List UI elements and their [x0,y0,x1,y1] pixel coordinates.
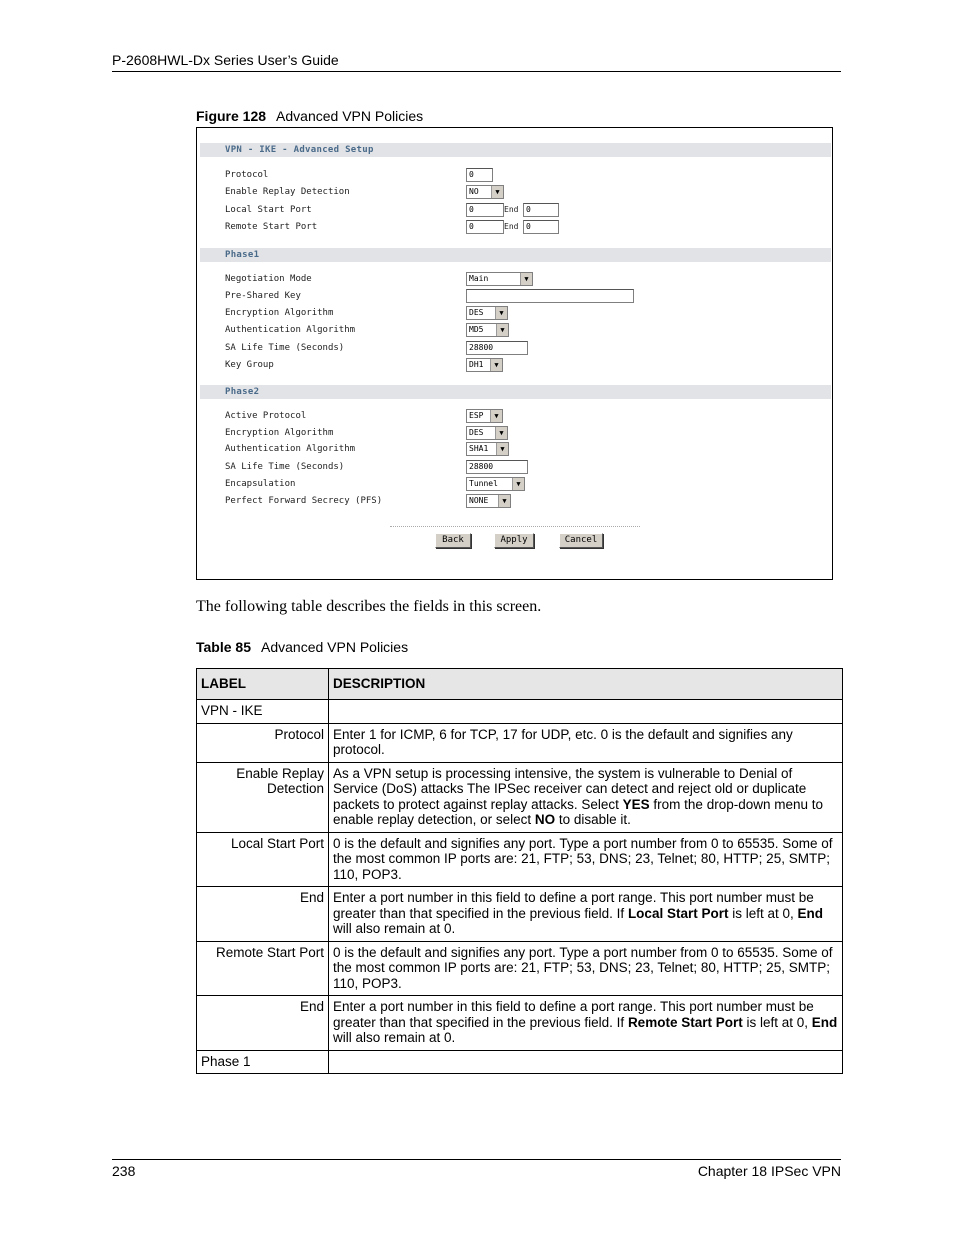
p2-sa-life-input[interactable]: 28800 [466,460,528,474]
chevron-down-icon: ▼ [496,443,508,455]
figure-title: Advanced VPN Policies [276,108,424,124]
remote-start-label: Remote Start Port [225,222,318,232]
table-row [197,762,843,832]
row-psk [197,289,827,305]
row-description: 0 is the default and signifies any port. Type a port number from 0 to 65535. Some of the most common IP ports are: 21, FTP; 53, DNS; 23, Telnet; 80, HTTP; 25, SMTP; 110, POP3. [329,941,843,996]
section-header-phase1: Phase1 [200,248,831,262]
row-label: Phase 1 [197,1050,329,1074]
row-p2-sa-life [197,460,827,476]
row-protocol [197,168,827,184]
table-row [197,723,843,762]
intro-paragraph: The following table describes the fields in this screen. [196,598,542,615]
row-label: End [197,996,329,1051]
row-label: Protocol [197,723,329,762]
figure-number: Figure 128 [196,108,267,124]
row-description [329,1050,843,1074]
table-row [197,700,843,724]
row-p2-auth [197,442,827,458]
key-group-label: Key Group [225,360,274,370]
table-row [197,887,843,942]
desc-bold: NO [534,812,556,827]
desc-bold: Local Start Port [627,905,729,921]
screenshot-figure [196,127,833,580]
row-remote-start [197,220,827,236]
encapsulation-value: Tunnel [469,479,498,488]
label-column-header: LABEL [197,669,329,700]
chevron-down-icon: ▼ [496,324,508,336]
remote-end-input[interactable]: 0 [523,220,559,234]
desc-text: will also remain at 0. [333,1030,456,1045]
p2-sa-life-label: SA Life Time (Seconds) [225,462,345,472]
apply-button[interactable]: Apply [494,533,534,548]
chevron-down-icon: ▼ [490,410,502,422]
description-table [196,668,843,1074]
desc-text: will also remain at 0. [333,921,456,936]
pfs-value: NONE [469,496,489,505]
row-label: Local Start Port [197,832,329,887]
header-rule [112,71,841,72]
section-header-phase2: Phase2 [200,385,831,399]
negotiation-label: Negotiation Mode [225,274,312,284]
table-row [197,832,843,887]
chevron-down-icon: ▼ [520,273,532,285]
row-description [329,996,843,1051]
table-row [197,941,843,996]
table-header-row [197,669,843,700]
chevron-down-icon: ▼ [495,307,507,319]
p1-sa-life-label: SA Life Time (Seconds) [225,343,345,353]
desc-text: Enter a port number in this field to define a port range. This port number must be greater than that specified in the previous field. If [333,890,814,921]
remote-start-input[interactable]: 0 [466,220,504,234]
row-key-group [197,358,827,374]
desc-text: to disable it. [555,812,631,827]
button-divider [390,526,640,527]
active-protocol-select[interactable] [466,409,503,423]
row-negotiation [197,272,827,288]
row-active-protocol [197,409,827,425]
pfs-label: Perfect Forward Secrecy (PFS) [225,496,383,506]
p1-auth-value: MD5 [469,325,484,334]
key-group-select[interactable] [466,358,503,372]
remote-end-label: End [504,222,519,231]
encapsulation-label: Encapsulation [225,479,296,489]
p1-sa-life-input[interactable]: 28800 [466,341,528,355]
local-start-label: Local Start Port [225,205,312,215]
p2-auth-value: SHA1 [469,444,489,453]
desc-bold: YES [622,796,650,812]
table-row [197,1050,843,1074]
chapter-title: Chapter 18 IPSec VPN [697,1163,841,1179]
key-group-value: DH1 [469,360,484,369]
cancel-button[interactable]: Cancel [559,533,603,548]
p1-auth-select[interactable] [466,323,509,337]
p2-encryption-select[interactable] [466,426,508,440]
psk-input[interactable] [466,289,634,303]
row-p1-encryption [197,306,827,322]
protocol-label: Protocol [225,170,269,180]
desc-text: As a VPN setup is processing intensive, the system is vulnerable to Denial of Service (DoS) attacks The IPSec receiver can detect and reject old or duplicate packets to protect against replay attacks. Select [333,765,807,812]
table-number: Table 85 [196,639,251,655]
local-end-input[interactable]: 0 [523,203,559,217]
encapsulation-select[interactable] [466,477,525,491]
row-description [329,887,843,942]
row-label: End [197,887,329,942]
negotiation-value: Main [469,274,489,283]
row-label: Remote Start Port [197,941,329,996]
chevron-down-icon: ▼ [490,359,502,371]
row-description [329,700,843,724]
psk-label: Pre-Shared Key [225,291,301,301]
p2-auth-label: Authentication Algorithm [225,444,356,454]
table-caption [196,639,408,655]
replay-select[interactable] [466,185,504,199]
p2-auth-select[interactable] [466,442,509,456]
chevron-down-icon: ▼ [495,427,507,439]
row-p2-encryption [197,426,827,442]
p1-encryption-value: DES [469,308,484,317]
desc-bold: Remote Start Port [627,1014,743,1030]
chevron-down-icon: ▼ [491,186,503,198]
row-replay [197,185,827,201]
p2-encryption-label: Encryption Algorithm [225,428,334,438]
row-pfs [197,494,827,510]
back-button[interactable]: Back [435,533,471,548]
footer-rule [112,1159,841,1160]
desc-text: Enter a port number in this field to define a port range. This port number must be greater than that specified in the previous field. If [333,999,814,1030]
row-description: Enter 1 for ICMP, 6 for TCP, 17 for UDP, etc. 0 is the default and signifies any protocol. [329,723,843,762]
row-p1-auth [197,323,827,339]
desc-text: is left at 0, [742,1014,812,1030]
desc-bold: End [797,905,823,921]
replay-label: Enable Replay Detection [225,187,350,197]
desc-text: is left at 0, [728,905,798,921]
table-row [197,996,843,1051]
page-number: 238 [112,1163,136,1179]
row-encapsulation [197,477,827,493]
active-protocol-label: Active Protocol [225,411,307,421]
row-label: Enable Replay Detection [197,762,329,832]
row-p1-sa-life [197,341,827,357]
protocol-input[interactable]: 0 [466,168,493,182]
p1-auth-label: Authentication Algorithm [225,325,356,335]
section-header-ike: VPN - IKE - Advanced Setup [200,143,831,157]
active-protocol-value: ESP [469,411,484,420]
p2-encryption-value: DES [469,428,484,437]
p1-encryption-select[interactable] [466,306,508,320]
chevron-down-icon: ▼ [498,495,510,507]
replay-value: NO [469,187,479,196]
description-column-header: DESCRIPTION [329,669,843,700]
table-title: Advanced VPN Policies [261,639,409,655]
p1-encryption-label: Encryption Algorithm [225,308,334,318]
local-start-input[interactable]: 0 [466,203,504,217]
running-header: P-2608HWL-Dx Series User’s Guide [112,52,339,68]
figure-caption [196,108,423,124]
chevron-down-icon: ▼ [512,478,524,490]
pfs-select[interactable] [466,494,511,508]
local-end-label: End [504,205,519,214]
desc-text: from the drop-down menu to enable replay detection, or select [333,796,824,827]
row-local-start [197,203,827,219]
row-label: VPN - IKE [197,700,329,724]
row-description [329,762,843,832]
row-description: 0 is the default and signifies any port. Type a port number from 0 to 65535. Some of the most common IP ports are: 21, FTP; 53, DNS; 23, Telnet; 80, HTTP; 25, SMTP; 110, POP3. [329,832,843,887]
negotiation-select[interactable] [466,272,533,286]
desc-bold: End [811,1014,838,1030]
